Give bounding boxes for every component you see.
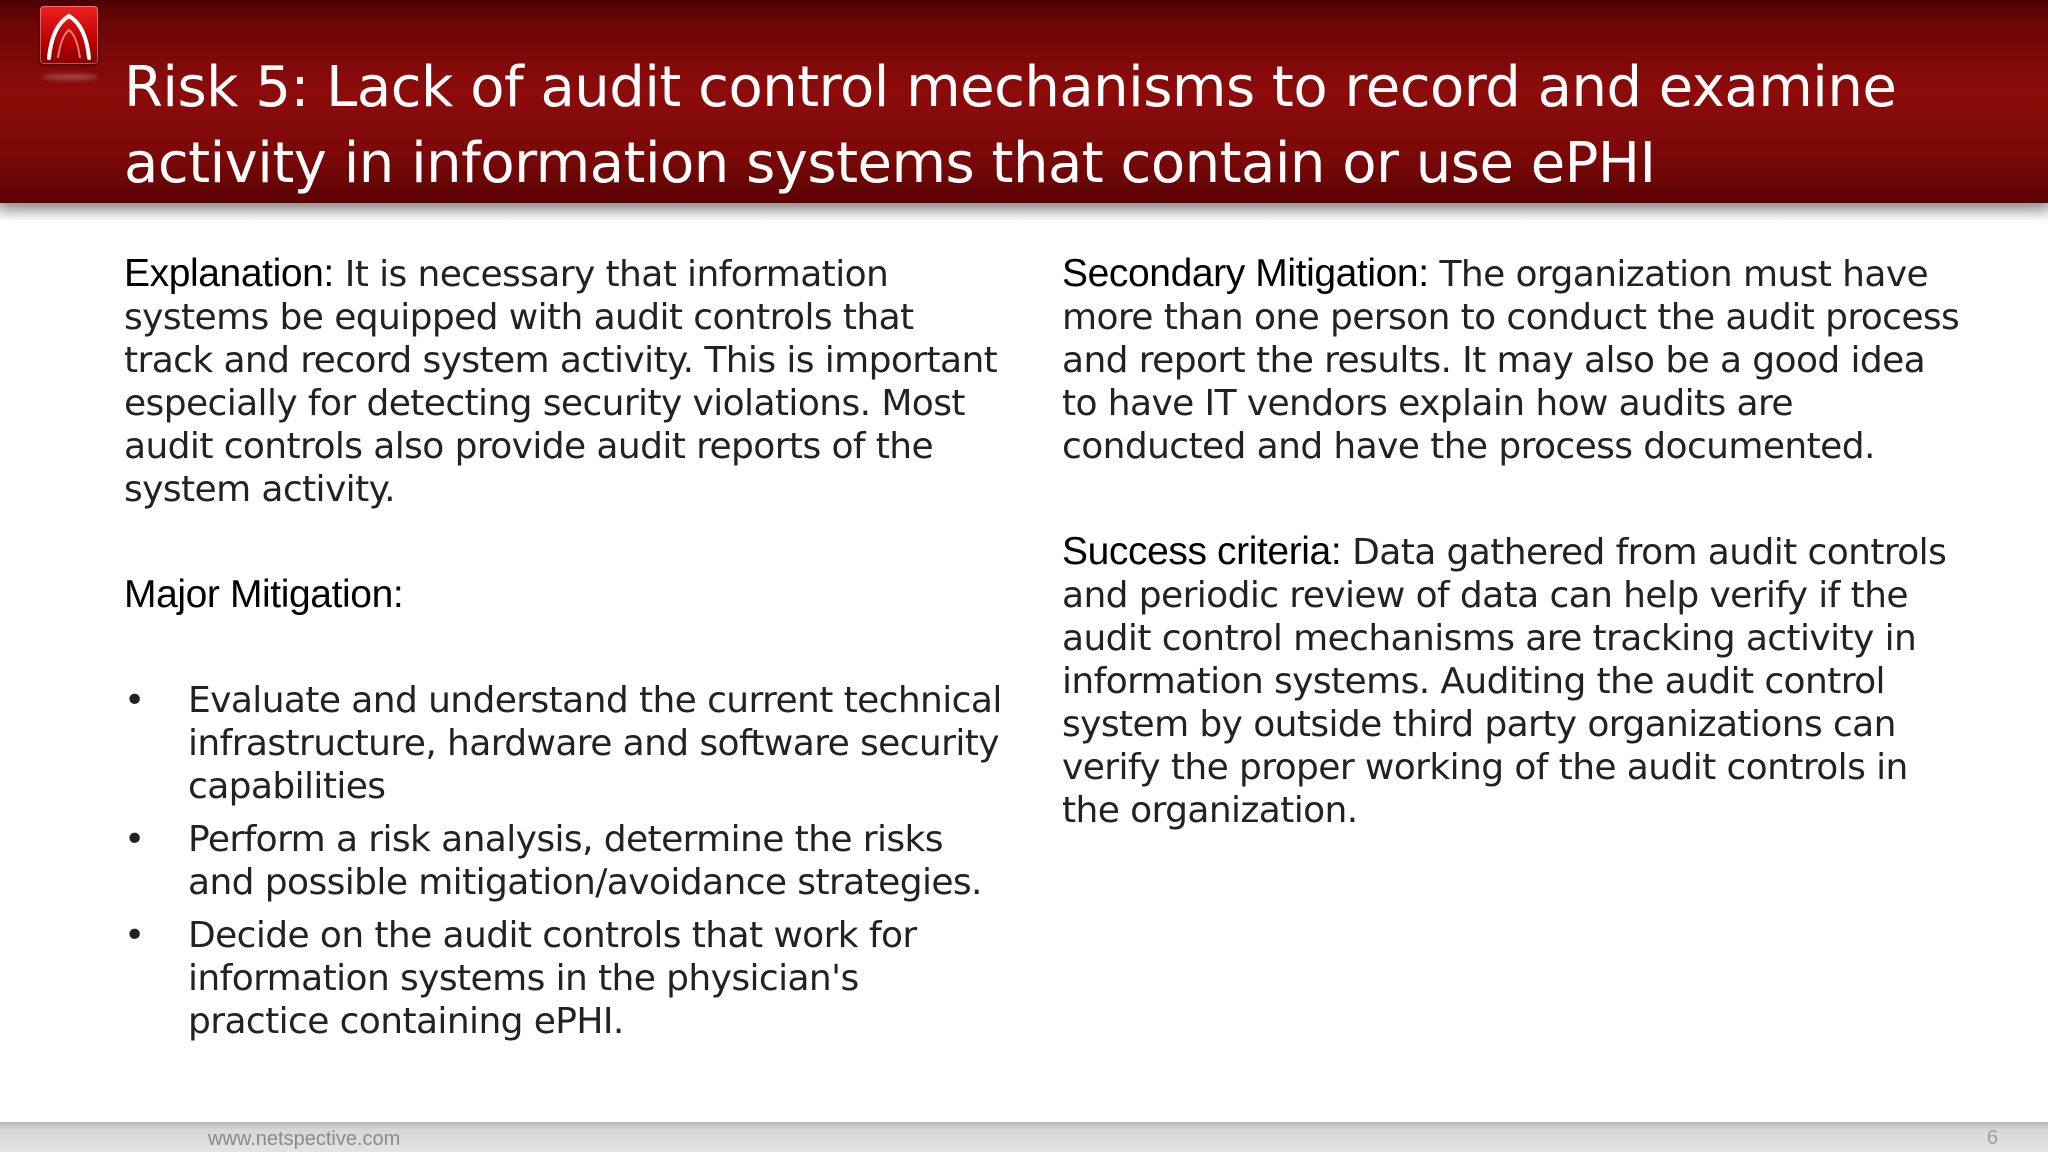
netspective-logo-icon[interactable]: [40, 6, 98, 64]
explanation-paragraph: [124, 252, 1004, 511]
footer-url[interactable]: www.netspective.com: [208, 1128, 401, 1150]
right-column: [1062, 252, 1962, 832]
explanation-text: It is necessary that information systems be equipped with audit controls that track and record system activity. This is important especially for detecting security violations. Most audit controls also provide audit reports of the system activity.: [124, 254, 998, 510]
bullet-text: Decide on the audit controls that work for information systems in the physician's practice containing ePHI.: [188, 915, 917, 1042]
spacer: [124, 617, 1004, 679]
major-mitigation-heading: [124, 573, 1004, 617]
major-mitigation-list: [124, 679, 1004, 1043]
bullet-text: Perform a risk analysis, determine the risks and possible mitigation/avoidance strategies.: [188, 819, 982, 903]
list-item: [124, 679, 1004, 808]
secondary-mitigation-paragraph: [1062, 252, 1962, 468]
spacer: [124, 511, 1004, 573]
logo-reflection: [42, 74, 98, 80]
success-criteria-text: Data gathered from audit controls and periodic review of data can help verify if the audit control mechanisms are tracking activity in information systems. Auditing the audit control system by outside third party organizations can verify the proper working of the audit controls in the organization.: [1062, 532, 1947, 831]
title-bar: [0, 0, 2048, 203]
secondary-mitigation-text: The organization must have more than one person to conduct the audit process and report the results. It may also be a good idea to have IT vendors explain how audits are conducted and have the process documented.: [1062, 254, 1960, 467]
list-item: [124, 818, 1004, 904]
success-criteria-paragraph: [1062, 530, 1962, 832]
success-criteria-label: Success criteria:: [1062, 530, 1342, 573]
spacer: [1062, 468, 1962, 530]
major-mitigation-label: Major Mitigation:: [124, 573, 404, 616]
bullet-icon: •: [124, 819, 145, 860]
page-number: 6: [1986, 1127, 1998, 1149]
list-item: [124, 914, 1004, 1043]
slide-title: Risk 5: Lack of audit control mechanisms to record and examine activity in information systems that contain or use ePHI: [124, 55, 1897, 196]
bullet-icon: •: [124, 915, 145, 956]
secondary-mitigation-label: Secondary Mitigation:: [1062, 252, 1429, 295]
logo-mark: [40, 6, 98, 64]
bullet-text: Evaluate and understand the current technical infrastructure, hardware and software security capabilities: [188, 680, 1002, 807]
bullet-icon: •: [124, 680, 145, 721]
left-column: [124, 252, 1004, 1053]
explanation-label: Explanation:: [124, 252, 334, 295]
